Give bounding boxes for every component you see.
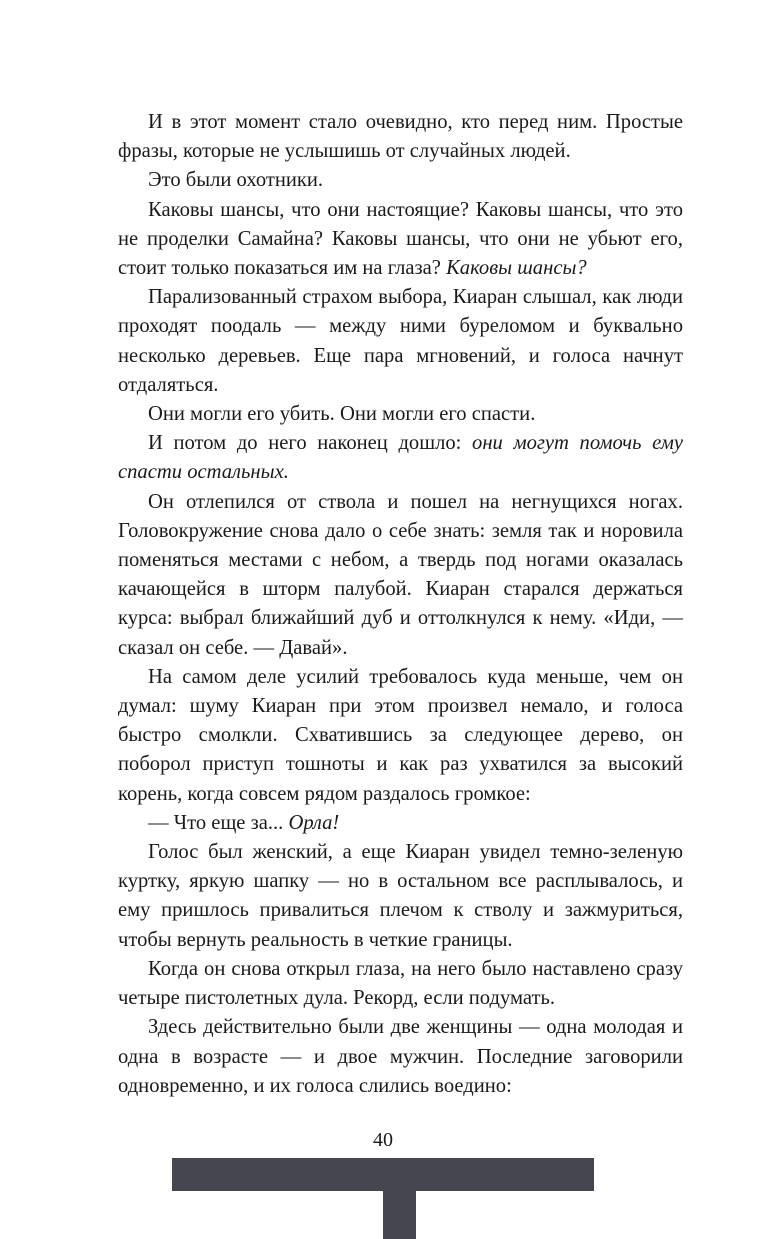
paragraph-6 — [118, 429, 683, 487]
paragraph-7 — [118, 488, 683, 663]
paragraph-11 — [118, 955, 683, 1013]
paragraph-4 — [118, 283, 683, 400]
paragraph-text: И потом до него наконец дошло: — [148, 432, 473, 455]
paragraph-italic: Орла! — [288, 811, 340, 834]
paragraph-text: И в этот момент стало очевидно, кто перед ним. Простые фразы, которые не услышишь от случайных людей. — [118, 111, 683, 163]
paragraph-text: — Что еще за... — [148, 811, 289, 834]
paragraph-italic: Каковы шансы? — [446, 257, 587, 280]
paragraph-text: Голос был женский, а еще Киаран увидел темно-зеленую куртку, яркую шапку — но в остальном все расплывалось, и ему пришлось привалиться плечом к стволу и зажмуриться, чтобы вернуть реальность в четкие границы. — [118, 841, 683, 951]
paragraph-2 — [118, 166, 683, 195]
paragraph-8 — [118, 663, 683, 809]
paragraph-text: Здесь действительно были две женщины — одна молодая и одна в возрасте — и двое мужчин. Последние заговорили одновременно, и их голоса слились воедино: — [118, 1016, 683, 1097]
paragraph-text: Каковы шансы, что они настоящие? Каковы шансы, что это не проделки Самайна? Каковы шансы, что они не убьют его, стоит только показаться им на глаза? — [118, 198, 683, 280]
paragraph-text: Они могли его убить. Они могли его спасти. — [148, 403, 536, 426]
paragraph-text: Парализованный страхом выбора, Киаран слышал, как люди проходят поодаль — между ними буреломом и буквально несколько деревьев. Еще пара мгновений, и голоса начнут отдаляться. — [118, 286, 683, 396]
paragraph-1 — [118, 108, 683, 166]
paragraph-text: На самом деле усилий требовалось куда меньше, чем он думал: шуму Киаран при этом произвел немало, и голоса быстро смолкли. Схватившись за следующее дерево, он поборол приступ тошноты и как раз ухватился за высокий корень, когда совсем рядом раздалось громкое: — [118, 665, 683, 805]
paragraph-3 — [118, 196, 683, 284]
body-text — [118, 108, 683, 1101]
paragraph-text: Это были охотники. — [148, 169, 324, 192]
paragraph-12 — [118, 1013, 683, 1101]
footer-decor-bar — [172, 1158, 594, 1191]
paragraph-9 — [118, 809, 683, 838]
paragraph-text: Когда он снова открыл глаза, на него было наставлено сразу четыре пистолетных дула. Рекорд, если подумать. — [118, 957, 683, 1010]
footer-decor-stem — [383, 1191, 416, 1239]
paragraph-italic: они могут помочь ему спасти остальных. — [118, 432, 683, 484]
paragraph-text: Он отлепился от ствола и пошел на негнущихся ногах. Головокружение снова дало о себе знать: земля так и норовила поменяться местами с небом, а твердь под ногами оказалась качающейся в шторм палубой. Киаран старался держаться курса: выбрал ближайший дуб и оттолкнулся к нему. «Иди, — сказал он себе. — Давай». — [118, 490, 683, 659]
paragraph-5 — [118, 400, 683, 429]
page-number: 40 — [373, 1129, 393, 1151]
paragraph-10 — [118, 838, 683, 955]
